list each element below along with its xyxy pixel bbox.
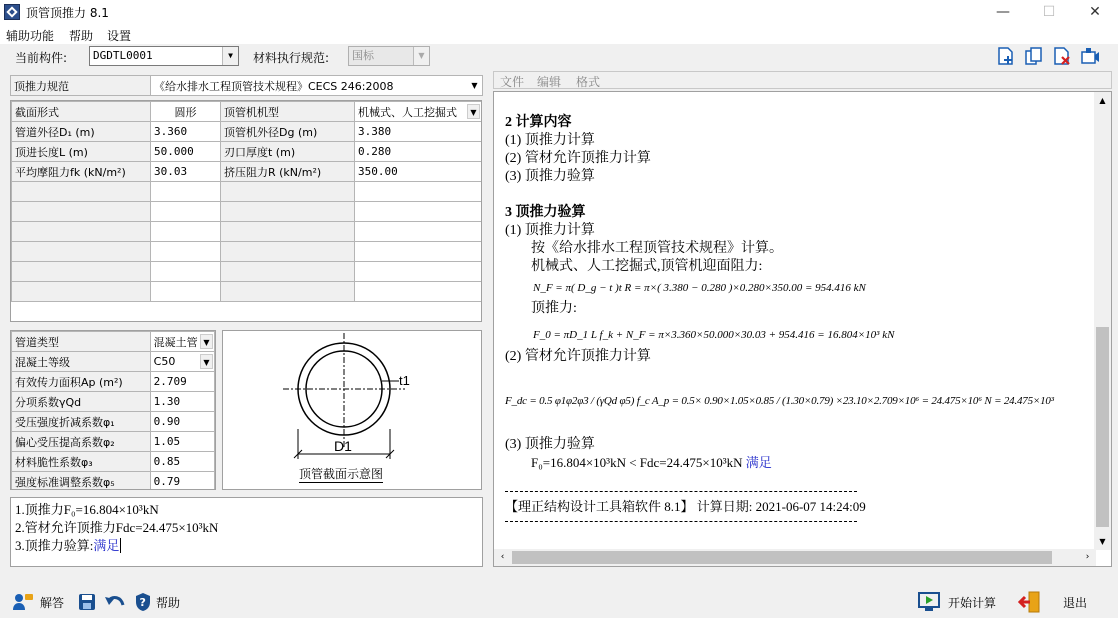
title-bar xyxy=(0,0,1118,24)
summary-panel[interactable] xyxy=(10,497,483,567)
vertical-scrollbar[interactable] xyxy=(1094,92,1111,550)
empty-cell xyxy=(12,242,151,262)
summary-line-3 xyxy=(15,537,478,555)
thickness-label: t1 xyxy=(399,373,410,388)
material-label: 受压强度折减系数φ₁ xyxy=(12,412,151,432)
doc-content xyxy=(505,114,1090,522)
formula-nf: N_F = π( D_g − t )t R = π×( 3.380 − 0.280 )×0.280×350.00 = 954.416 kN xyxy=(533,282,866,294)
material-value[interactable]: 0.79 xyxy=(150,472,214,491)
svg-text:?: ? xyxy=(139,596,146,609)
params-table xyxy=(11,101,482,302)
material-label: 材料脆性系数φ₃ xyxy=(12,452,151,472)
delete-icon[interactable] xyxy=(1052,46,1072,66)
empty-cell[interactable] xyxy=(151,262,221,282)
check-line xyxy=(505,454,1090,472)
empty-cell[interactable] xyxy=(151,242,221,262)
empty-cell[interactable] xyxy=(355,242,482,262)
scroll-thumb[interactable] xyxy=(1096,327,1109,527)
solve-icon[interactable] xyxy=(12,592,34,612)
empty-cell[interactable] xyxy=(151,222,221,242)
doc-viewer xyxy=(493,91,1112,567)
param-value[interactable]: 3.380 xyxy=(355,122,482,142)
param-label: 顶管机机型 xyxy=(221,102,355,122)
empty-cell xyxy=(12,202,151,222)
minimize-button[interactable]: — xyxy=(996,4,1010,20)
solve-button[interactable]: 解答 xyxy=(40,596,65,610)
param-label: 顶进长度L (m) xyxy=(12,142,151,162)
formula-f0: F_0 = πD_1 L f_k + N_F = π×3.360×50.000×30.03 + 954.416 = 16.804×10³ kN xyxy=(533,329,895,341)
scroll-left-icon[interactable]: ‹ xyxy=(500,552,505,562)
window-title: 顶管顶推力 8.1 xyxy=(26,6,109,20)
chevron-down-icon: ▼ xyxy=(471,81,478,90)
maximize-button[interactable]: ☐ xyxy=(1042,4,1056,20)
start-calc-button[interactable]: 开始计算 xyxy=(948,596,997,610)
param-value[interactable]: 圆形 xyxy=(151,102,221,122)
material-value: 混凝土管 xyxy=(153,335,198,349)
app-icon xyxy=(4,4,20,20)
section-3-2: (2) 管材允许顶推力计算 xyxy=(505,349,651,364)
material-label: 混凝土等级 xyxy=(12,352,151,372)
chevron-down-icon: ▼ xyxy=(413,47,429,65)
empty-cell xyxy=(221,202,355,222)
material-value[interactable]: 0.85 xyxy=(150,452,214,472)
copy-icon[interactable] xyxy=(1024,46,1044,66)
section-3-3: (3) 顶推力验算 xyxy=(505,437,595,452)
concrete-grade-select[interactable] xyxy=(150,352,214,372)
section-3-title: 3 顶推力验算 xyxy=(505,205,586,220)
param-value[interactable]: 350.00 xyxy=(355,162,482,182)
material-label: 有效传力面积Ap (m²) xyxy=(12,372,151,392)
spec-row-table xyxy=(10,75,483,96)
close-button[interactable]: ✕ xyxy=(1089,4,1101,20)
horizontal-scrollbar[interactable] xyxy=(494,549,1096,566)
section-2-title: 2 计算内容 xyxy=(505,115,572,130)
component-label: 当前构件: xyxy=(15,51,68,65)
footer-line xyxy=(505,498,1090,516)
footer-date: 计算日期: 2021-06-07 14:24:09 xyxy=(696,499,866,514)
empty-cell xyxy=(221,242,355,262)
param-value: 机械式、人工挖掘式 xyxy=(358,105,457,119)
summary-result: 满足 xyxy=(93,538,120,553)
empty-cell xyxy=(12,282,151,302)
material-table xyxy=(11,331,215,490)
material-label: 强度标准调整系数φ₅ xyxy=(12,472,151,491)
summary-line-2: 2.管材允许顶推力Fdc=24.475×10³kN xyxy=(15,520,219,535)
material-value[interactable]: 0.90 xyxy=(150,412,214,432)
material-value[interactable]: 1.30 xyxy=(150,392,214,412)
section-3-1b: 机械式、人工挖掘式,顶管机迎面阻力: xyxy=(531,259,763,274)
spec-row-label: 顶推力规范 xyxy=(11,76,151,96)
material-label: 分项系数γQd xyxy=(12,392,151,412)
pipe-section-diagram xyxy=(223,331,481,489)
empty-cell xyxy=(221,222,355,242)
summary-line-3-label: 3.顶推力验算: xyxy=(15,538,94,553)
empty-cell[interactable] xyxy=(151,182,221,202)
section-2-item: (1) 顶推力计算 xyxy=(505,133,595,148)
component-value: DGDTL0001 xyxy=(93,49,153,62)
empty-cell[interactable] xyxy=(355,182,482,202)
thrust-label: 顶推力: xyxy=(531,301,577,316)
doc-menu-format[interactable]: 格式 xyxy=(576,75,601,89)
formula-fdc: F_dc = 0.5 φ1φ2φ3 / (γQd φ5) f_c A_p = 0.5× 0.90×1.05×0.85 / (1.30×0.79) ×23.10×2.709×10⁶ = 24.475×10⁶ N = 24.475×10³ xyxy=(505,395,1054,407)
chevron-down-icon: ▼ xyxy=(467,104,480,119)
doc-menu-file[interactable]: 文件 xyxy=(500,75,525,89)
param-label: 刃口厚度t (m) xyxy=(221,142,355,162)
material-label: 偏心受压提高系数φ₂ xyxy=(12,432,151,452)
help-icon[interactable] xyxy=(134,592,152,612)
menu-settings[interactable]: 设置 xyxy=(107,29,132,43)
check-expression: F₀=16.804×10³kN < Fdc=24.475×10³kN xyxy=(531,455,743,470)
menu-aux[interactable]: 辅助功能 xyxy=(6,29,55,43)
param-label: 顶管机外径Dg (m) xyxy=(221,122,355,142)
material-value[interactable]: 1.05 xyxy=(150,432,214,452)
new-file-icon[interactable] xyxy=(996,46,1016,66)
section-diagram-panel xyxy=(222,330,482,490)
spec-value: 国标 xyxy=(352,49,374,62)
spec-row-select[interactable] xyxy=(151,76,483,96)
param-value[interactable]: 0.280 xyxy=(355,142,482,162)
monitor-play-icon[interactable] xyxy=(918,592,940,612)
undo-icon[interactable] xyxy=(104,593,126,611)
footer-title: 【理正结构设计工具箱软件 8.1】 xyxy=(505,499,694,514)
chevron-down-icon: ▼ xyxy=(222,47,238,65)
param-label: 挤压阻力R (kN/m²) xyxy=(221,162,355,182)
spec-label: 材料执行规范: xyxy=(253,51,330,65)
empty-cell[interactable] xyxy=(151,202,221,222)
empty-cell xyxy=(221,182,355,202)
empty-cell xyxy=(12,262,151,282)
material-value: C50 xyxy=(153,355,176,368)
param-value[interactable]: 3.360 xyxy=(151,122,221,142)
empty-cell xyxy=(221,262,355,282)
menu-help[interactable]: 帮助 xyxy=(69,29,94,43)
help-button[interactable]: 帮助 xyxy=(156,596,181,610)
param-value[interactable]: 50.000 xyxy=(151,142,221,162)
section-3-1: (1) 顶推力计算 xyxy=(505,223,595,238)
scroll-up-icon[interactable]: ▲ xyxy=(1099,96,1106,105)
empty-cell xyxy=(221,282,355,302)
empty-cell xyxy=(12,222,151,242)
material-label: 管道类型 xyxy=(12,332,151,352)
param-label: 管道外径D₁ (m) xyxy=(12,122,151,142)
empty-cell[interactable] xyxy=(355,222,482,242)
param-label: 截面形式 xyxy=(12,102,151,122)
scroll-right-icon[interactable]: › xyxy=(1085,552,1090,562)
diameter-label: D1 xyxy=(334,438,352,454)
param-select[interactable] xyxy=(355,102,482,122)
section-2-item: (2) 管材允许顶推力计算 xyxy=(505,151,651,166)
scroll-down-icon[interactable]: ▼ xyxy=(1099,537,1106,546)
material-value[interactable]: 2.709 xyxy=(150,372,214,392)
component-select[interactable] xyxy=(89,46,239,66)
params-panel xyxy=(10,100,482,322)
chevron-down-icon: ▼ xyxy=(200,354,213,369)
section-2-item: (3) 顶推力验算 xyxy=(505,169,595,184)
save-icon[interactable] xyxy=(78,593,96,611)
check-result: 满足 xyxy=(745,455,772,470)
menu-bar xyxy=(0,24,1118,44)
spec-row-value: 《给水排水工程顶管技术规程》CECS 246:2008 xyxy=(154,79,394,93)
diagram-caption: 顶管截面示意图 xyxy=(299,467,384,481)
exit-icon[interactable] xyxy=(1018,590,1042,614)
empty-cell[interactable] xyxy=(355,202,482,222)
summary-line-1: 1.顶推力F₀=16.804×10³kN xyxy=(15,502,159,517)
material-panel xyxy=(10,330,216,490)
spec-select[interactable] xyxy=(348,46,430,66)
empty-cell[interactable] xyxy=(355,282,482,302)
chevron-down-icon: ▼ xyxy=(200,334,213,349)
empty-cell xyxy=(12,182,151,202)
empty-cell[interactable] xyxy=(151,282,221,302)
pipe-type-select[interactable] xyxy=(150,332,214,352)
exit-button[interactable]: 退出 xyxy=(1063,596,1088,610)
section-3-1a: 按《给水排水工程顶管技术规程》计算。 xyxy=(531,241,783,256)
param-value[interactable]: 30.03 xyxy=(151,162,221,182)
export-icon[interactable] xyxy=(1080,46,1100,66)
doc-menu-edit[interactable]: 编辑 xyxy=(537,75,562,89)
param-label: 平均摩阻力fk (kN/m²) xyxy=(12,162,151,182)
hscroll-thumb[interactable] xyxy=(512,551,1052,564)
empty-cell[interactable] xyxy=(355,262,482,282)
